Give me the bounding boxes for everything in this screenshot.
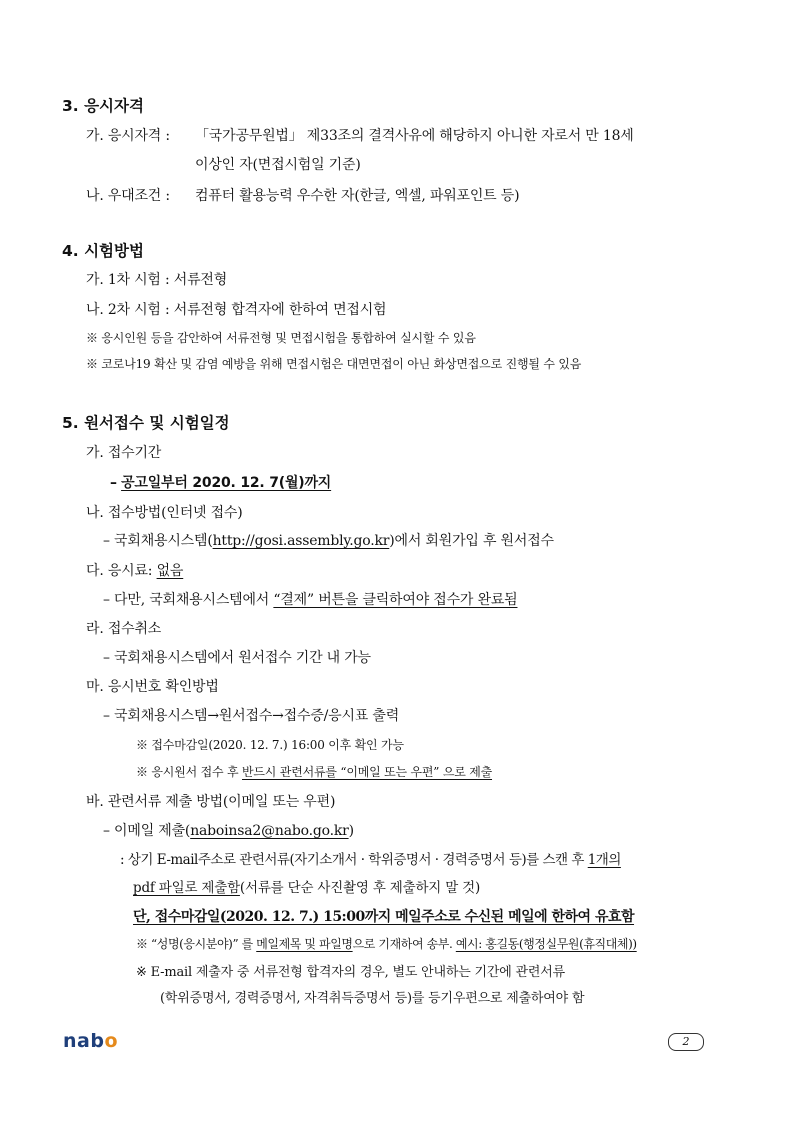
s5-ba: 바. 관련서류 제출 방법(이메일 또는 우편) <box>86 794 336 810</box>
s5-ba-desc-1 <box>120 852 621 868</box>
s5-da-item <box>103 592 517 609</box>
s5-na-post: )에서 회원가입 후 원서접수 <box>389 533 554 549</box>
s5-ba-d2-post: (서류를 단순 사진촬영 후 제출하지 말 것) <box>239 880 481 896</box>
s5-ma: 마. 응시번호 확인방법 <box>86 679 219 695</box>
logo-text: nab <box>63 1030 105 1052</box>
s3-ga-label: 가. 응시자격 : <box>86 128 170 144</box>
s5-ba-email-pre: – 이메일 제출( <box>103 823 191 839</box>
s5-da-sub-pre: – 다만, 국회채용시스템에서 <box>103 592 274 608</box>
s4-na: 나. 2차 시험 : 서류전형 합격자에 한하여 면접시험 <box>86 302 387 318</box>
s3-na-label: 나. 우대조건 : <box>86 188 170 204</box>
section-4-title: 4. 시험방법 <box>62 242 144 260</box>
s5-ba-email-item <box>103 823 354 840</box>
nabo-logo <box>63 1030 118 1052</box>
section-3-title: 3. 응시자격 <box>62 97 144 115</box>
email-link[interactable]: naboinsa2@nabo.go.kr <box>190 823 349 839</box>
s5-ba-note-2: ※ E-mail 제출자 중 서류전형 합격자의 경우, 별도 안내하는 기간에 관련서류 <box>136 965 565 980</box>
s5-ba-n1-u1: 메일제목 및 파일명 <box>256 937 353 951</box>
s3-ga-text: 「국가공무원법」 제33조의 결격사유에 해당하지 아니한 자로서 만 18세 <box>195 128 634 144</box>
s4-ga: 가. 1차 시험 : 서류전형 <box>86 272 228 288</box>
s5-ma-note-2-pre: ※ 응시원서 접수 후 <box>136 765 243 779</box>
s5-ga-period: 공고일부터 2020. 12. 7(월)까지 <box>121 475 332 491</box>
s5-ba-d2-u: pdf 파일로 제출함 <box>133 880 240 896</box>
s5-ra-item: – 국회채용시스템에서 원서접수 기간 내 가능 <box>103 650 371 666</box>
s5-ba-note-1 <box>136 937 637 951</box>
s5-ba-d1-u: 1개의 <box>587 852 621 868</box>
s5-da-pre: 다. 응시료: <box>86 563 157 579</box>
logo-o: o <box>104 1030 119 1052</box>
s5-ma-note-1: ※ 접수마감일(2020. 12. 7.) 16:00 이후 확인 가능 <box>136 738 404 752</box>
s5-ga-item <box>110 475 331 492</box>
s5-ra: 라. 접수취소 <box>86 621 162 637</box>
s5-ba-note-2b: (학위증명서, 경력증명서, 자격취득증명서 등)를 등기우편으로 제출하여야 함 <box>160 991 585 1006</box>
s5-ga-dash: – <box>110 475 117 491</box>
s5-ba-n1-a: ※ “성명(응시분야)” 를 <box>136 937 257 951</box>
s5-ba-deadline: 단, 접수마감일(2020. 12. 7.) 15:00까지 메일주소로 수신된 메일에 한하여 유효함 <box>133 909 635 925</box>
s3-na-text: 컴퓨터 활용능력 우수한 자(한글, 엑셀, 파워포인트 등) <box>195 188 520 204</box>
s5-ba-desc-2 <box>133 880 480 896</box>
s5-ma-note-2-u: 반드시 관련서류를 “이메일 또는 우편” 으로 제출 <box>242 765 493 779</box>
s5-na-item <box>103 533 554 550</box>
s4-note-1: ※ 응시인원 등을 감안하여 서류전형 및 면접시험을 통합하여 실시할 수 있음 <box>86 331 476 345</box>
section-5-title: 5. 원서접수 및 시험일정 <box>62 414 230 432</box>
s3-ga-text2: 이상인 자(면접시험일 기준) <box>195 157 361 173</box>
s5-ba-n1-b: 으로 기재하여 송부. <box>352 937 456 951</box>
s5-ba-email-post: ) <box>348 823 354 839</box>
s5-da-fee: 없음 <box>156 563 184 579</box>
s5-da <box>86 563 183 580</box>
s5-ba-d1-pre: : 상기 E-mail주소로 관련서류(자기소개서 · 학위증명서 · 경력증명서 등)를 스캔 후 <box>120 852 588 868</box>
s5-da-sub-u: “결제” 버튼을 클릭하여야 접수가 완료됨 <box>273 592 518 608</box>
s5-ma-item: – 국회채용시스템→원서접수→접수증/응시표 출력 <box>103 708 400 724</box>
page-number: 2 <box>668 1033 704 1051</box>
s5-ba-n1-u2: 예시: 홍길동(행정실무원(휴직대체)) <box>455 937 637 951</box>
s5-na-pre: – 국회채용시스템( <box>103 533 213 549</box>
s5-ga: 가. 접수기간 <box>86 445 162 461</box>
recruit-system-link[interactable]: http://gosi.assembly.go.kr <box>212 533 390 549</box>
s4-note-2: ※ 코로나19 확산 및 감염 예방을 위해 면접시험은 대면면접이 아닌 화상면접으로 진행될 수 있음 <box>86 357 582 371</box>
s5-ma-note-2 <box>136 765 492 779</box>
s5-na: 나. 접수방법(인터넷 접수) <box>86 505 243 521</box>
